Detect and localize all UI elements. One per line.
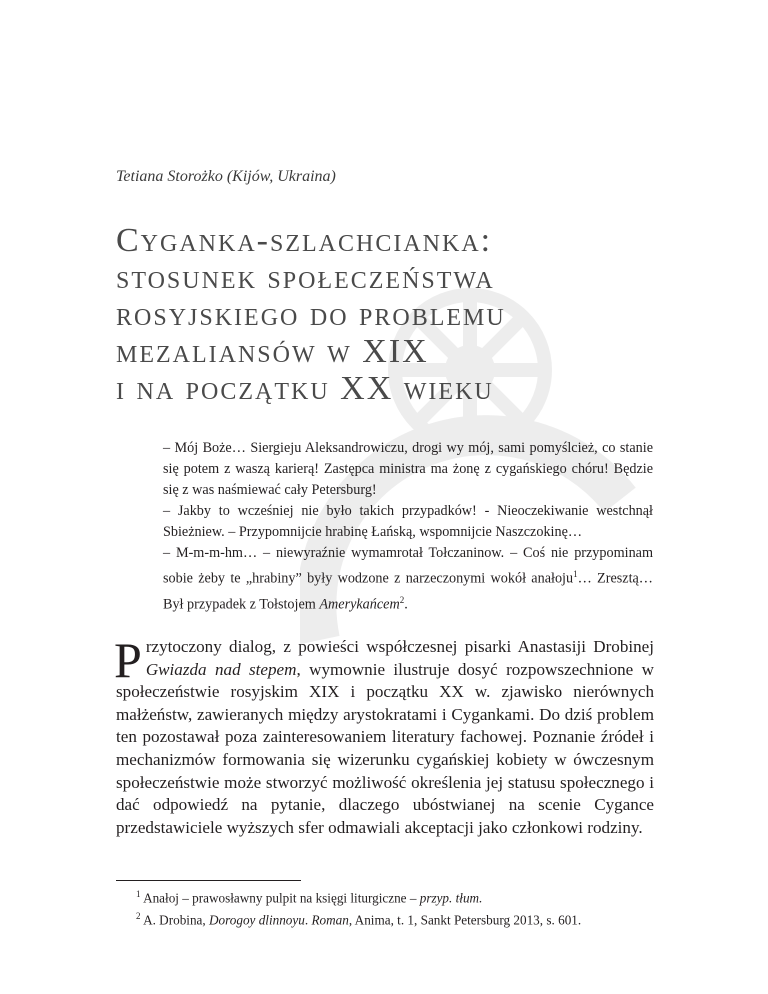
body-text: rzytoczony dialog, z powieści współczesnej pisarki Anastasiji Drobinej	[145, 637, 654, 656]
title-line: stosunek społeczeństwa	[116, 259, 495, 296]
book-title: Gwiazda nad stepem	[145, 659, 297, 679]
title-line: Cyganka-szlachcianka:	[116, 222, 493, 259]
footnote-italic: Dorogoy dlinnoyu	[209, 912, 305, 928]
author-line: Tetiana Storożko (Kijów, Ukraina)	[116, 168, 336, 185]
dialog-paragraph: – Mój Boże… Siergieju Aleksandrowiczu, drogi wy mój, sami pomyślcież, co stanie się potem z waszą karierą! Zastępca ministra ma żonę z cygańskiego chóru! Będzie się z was naśmiewać cały Petersburg!	[163, 440, 653, 498]
dialog-text: .	[404, 596, 408, 613]
footnote-italic: Roman	[311, 912, 349, 928]
footnote-text: , Anima, t. 1, Sankt Petersburg 2013, s. 601.	[348, 912, 582, 928]
footnote-ref[interactable]: 1	[573, 569, 578, 579]
drop-cap: P	[114, 632, 142, 688]
footnote-number: 1	[136, 889, 141, 899]
footnote-text: A. Drobina,	[140, 912, 209, 928]
footnote-number: 2	[136, 911, 141, 922]
dialog-italic: Amerykańcem	[319, 596, 400, 613]
footnote-divider	[116, 880, 301, 881]
title-line: mezaliansów w XIX	[116, 333, 429, 370]
footnote-text: Anałoj – prawosławny pulpit na księgi liturgiczne –	[140, 890, 420, 906]
dialog-paragraph	[163, 543, 653, 615]
footnote-1	[136, 885, 696, 907]
body-text: , wymownie ilustruje dosyć rozpowszechnione w społeczeństwie rosyjskim XIX i początku XX w. zjawisko nierównych małżeństw, zawieranych między arystokratami i Cygankami. Do dziś problem ten pozostawał poza zainteresowaniem literatury fachowej. Poznanie źródeł i mechanizmów formowania się wizerunku cygańskiej kobiety w ówczesnym społeczeństwie może stworzyć możliwość określenia jej statusu społecznego i dać odpowiedź na pytanie, dlaczego ubóstwianej na scenie Cygance przedstawiciele wyższych sfer odmawiali akceptacji jako członkowi rodziny.	[116, 659, 654, 837]
footnote-2	[136, 907, 696, 929]
dialog-text: – M-m-m-hm… – niewyraźnie wymamrotał Tołczaninow. – Coś nie przypominam sobie żeby te „hrabiny” były wodzone z narzeczonymi wokół anałoju	[163, 545, 653, 587]
footnote-text: .	[304, 912, 312, 928]
footnote-ref[interactable]: 2	[399, 594, 405, 605]
title-line: i na początku XX wieku	[116, 370, 494, 407]
footnotes	[136, 885, 696, 930]
title-line: rosyjskiego do problemu	[116, 296, 506, 333]
epigraph-dialog	[163, 438, 653, 615]
body-paragraph	[114, 632, 654, 839]
article-title	[116, 222, 676, 407]
dialog-text: … Zresztą… Był przypadek z Tołstojem	[163, 570, 653, 613]
dialog-paragraph: – Jakby to wcześniej nie było takich przypadków! - Nieoczekiwanie westchnął Sbieżniew. – Przypomnijcie hrabinę Łańską, wspomnijcie Naszczokinę…	[163, 503, 653, 540]
footnote-italic: przyp. tłum.	[419, 890, 483, 906]
